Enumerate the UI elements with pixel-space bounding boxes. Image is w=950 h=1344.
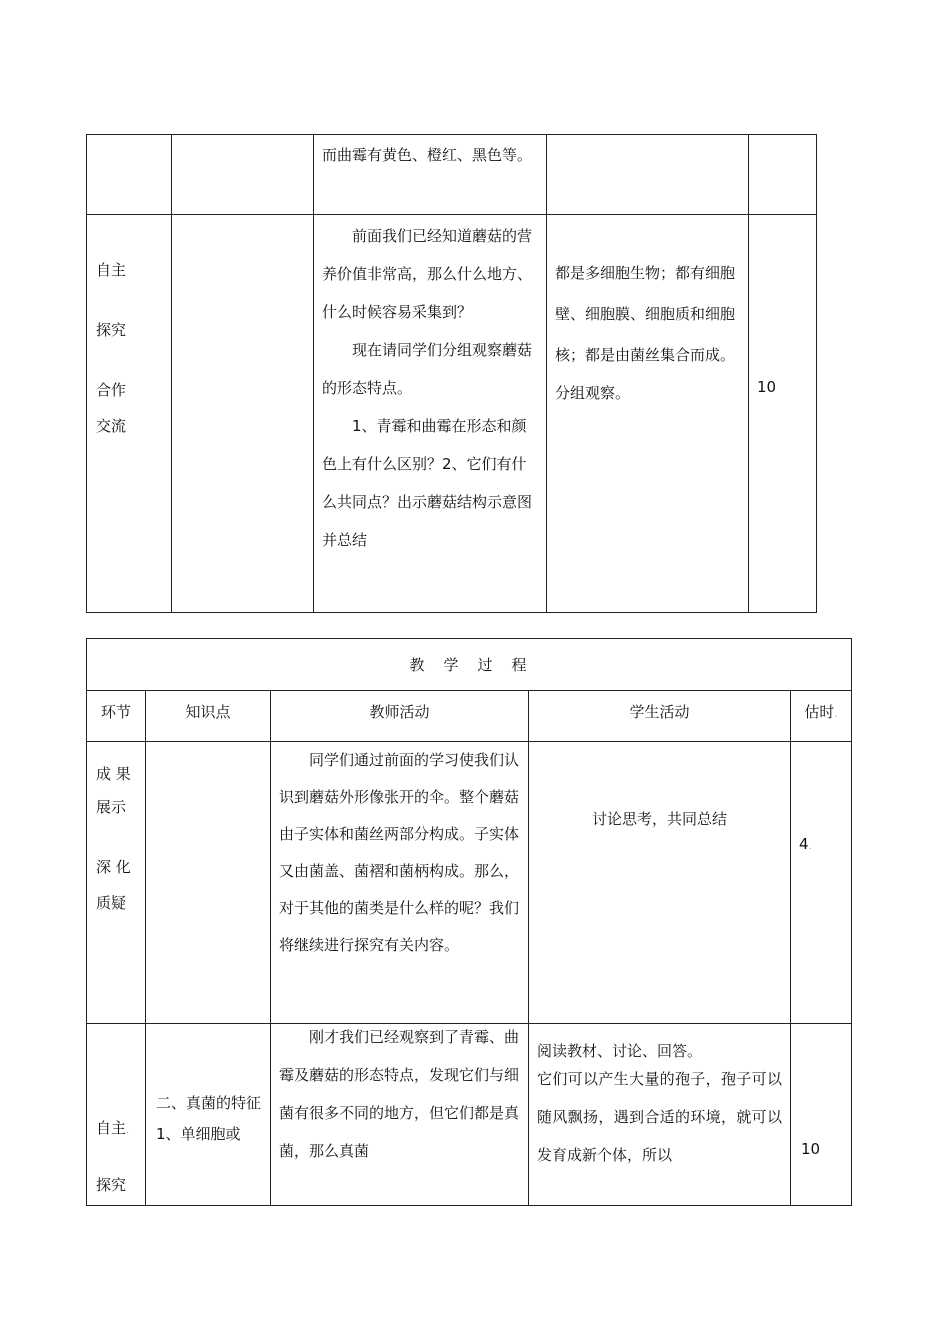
table-title: 教 学 过 程 bbox=[87, 639, 852, 691]
stage-label: 质疑 bbox=[96, 894, 127, 912]
table-teaching-process bbox=[86, 638, 852, 1206]
teacher-paragraph: 前面我们已经知道蘑菇的营养价值非常高，那么什么地方、什么时候容易采集到？ bbox=[322, 227, 533, 321]
field-marker: . bbox=[126, 1125, 130, 1136]
field-marker: . bbox=[808, 841, 812, 852]
student-text: 分组观察。 bbox=[555, 384, 631, 402]
stage-label: 成 果 bbox=[96, 765, 131, 783]
stage-cell bbox=[87, 215, 172, 613]
stage-text: 自主 bbox=[96, 1119, 127, 1137]
time-cell bbox=[791, 1024, 852, 1206]
stage-label: 展示 bbox=[96, 798, 127, 816]
stage-label: 自主 bbox=[96, 261, 127, 279]
header-time bbox=[791, 691, 852, 742]
time-value: 10 bbox=[801, 1140, 821, 1158]
student-cell bbox=[547, 135, 749, 215]
table-title-row bbox=[87, 639, 852, 691]
stage-cell bbox=[87, 742, 146, 1024]
knowledge-cell bbox=[146, 742, 271, 1024]
teacher-paragraph: 同学们通过前面的学习使我们认识到蘑菇外形像张开的伞。整个蘑菇由子实体和菌丝两部分构成。子实体又由菌盖、菌褶和菌柄构成。那么，对于其他的菌类是什么样的呢？我们将继续进行探究有关内容。 bbox=[279, 751, 520, 954]
time-cell bbox=[749, 135, 817, 215]
table-header-row bbox=[87, 691, 852, 742]
student-cell bbox=[529, 1024, 791, 1206]
student-cell bbox=[529, 742, 791, 1024]
student-cell bbox=[547, 215, 749, 613]
header-student: 学生活动 bbox=[529, 691, 791, 742]
time-cell bbox=[749, 215, 817, 613]
header-stage: 环节 bbox=[87, 691, 146, 742]
student-text: 都是多细胞生物；都有细胞壁、细胞膜、细胞质和细胞核；都是由菌丝集合而成。 bbox=[555, 264, 736, 364]
teacher-cell bbox=[314, 135, 547, 215]
teacher-paragraph: 现在请同学们分组观察蘑菇的形态特点。 bbox=[322, 341, 533, 397]
header-time-label: 估时 bbox=[804, 703, 835, 721]
teacher-text: 而曲霉有黄色、橙红、黑色等。 bbox=[322, 146, 533, 164]
teacher-cell bbox=[271, 1024, 529, 1206]
teacher-cell bbox=[314, 215, 547, 613]
knowledge-cell bbox=[172, 215, 314, 613]
student-text: 它们可以产生大量的孢子，孢子可以随风飘扬，遇到合适的环境，就可以发育成新个体，所以 bbox=[537, 1070, 782, 1164]
student-text: 阅读教材、讨论、回答。 bbox=[537, 1042, 703, 1060]
table-top bbox=[86, 134, 817, 613]
table-row bbox=[87, 742, 852, 1024]
knowledge-text: 1、单细胞或 bbox=[156, 1125, 241, 1143]
header-knowledge: 知识点 bbox=[146, 691, 271, 742]
time-value: 10 bbox=[757, 378, 777, 396]
teacher-paragraph: 刚才我们已经观察到了青霉、曲霉及蘑菇的形态特点，发现它们与细菌有很多不同的地方，但它们都是真菌，那么真菌 bbox=[279, 1028, 520, 1160]
knowledge-text: 二、真菌的特征 bbox=[156, 1094, 262, 1112]
stage-label: 探究 bbox=[96, 321, 127, 339]
field-marker: . bbox=[834, 709, 838, 720]
student-text: 讨论思考，共同总结 bbox=[591, 810, 727, 828]
stage-label: 交流 bbox=[96, 417, 127, 435]
stage-label bbox=[96, 1113, 145, 1146]
table-row bbox=[87, 135, 817, 215]
stage-cell bbox=[87, 1024, 146, 1206]
teacher-paragraph: 1、青霉和曲霉在形态和颜色上有什么区别？2、它们有什么共同点？出示蘑菇结构示意图并总结 bbox=[322, 417, 533, 549]
teacher-cell bbox=[271, 742, 529, 1024]
stage-cell bbox=[87, 135, 172, 215]
knowledge-cell bbox=[146, 1024, 271, 1206]
header-teacher: 教师活动 bbox=[271, 691, 529, 742]
time-value: 4 bbox=[799, 835, 809, 853]
knowledge-cell bbox=[172, 135, 314, 215]
table-row bbox=[87, 215, 817, 613]
table-row bbox=[87, 1024, 852, 1206]
stage-label: 深 化 bbox=[96, 858, 131, 876]
stage-label: 探究 bbox=[96, 1176, 127, 1194]
stage-label: 合作 bbox=[96, 381, 127, 399]
time-cell bbox=[791, 742, 852, 1024]
